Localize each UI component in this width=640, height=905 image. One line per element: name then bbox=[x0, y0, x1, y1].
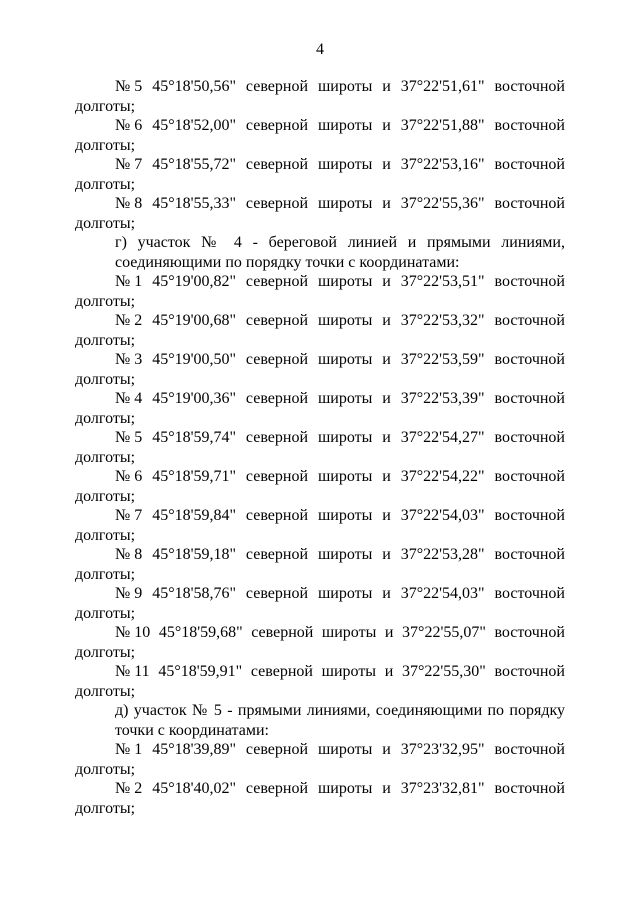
latitude-value: 45°18'59,84" bbox=[152, 507, 236, 524]
coordinate-entry bbox=[75, 740, 565, 779]
longitude-tail: долготы; bbox=[75, 448, 136, 466]
longitude-value: 37°22'51,88" bbox=[400, 117, 485, 134]
longitude-word: восточной bbox=[494, 312, 565, 329]
latitude-value: 45°19'00,82" bbox=[152, 273, 236, 290]
coordinate-line bbox=[75, 194, 565, 214]
latitude-word: северной bbox=[245, 195, 309, 212]
latitude-word-2: широты bbox=[317, 156, 373, 173]
latitude-value: 45°19'00,36" bbox=[152, 390, 236, 407]
latitude-word-2: широты bbox=[317, 507, 373, 524]
longitude-value: 37°22'55,30" bbox=[402, 663, 486, 680]
conjunction: и bbox=[382, 585, 391, 602]
latitude-word-2: широты bbox=[317, 468, 373, 485]
point-number: № 9 bbox=[115, 585, 143, 602]
longitude-tail: долготы; bbox=[75, 604, 136, 622]
latitude-word: северной bbox=[245, 741, 309, 758]
latitude-word-2: широты bbox=[321, 663, 377, 680]
conjunction: и bbox=[382, 195, 391, 212]
point-number: № 2 bbox=[115, 312, 143, 329]
latitude-word-2: широты bbox=[317, 429, 373, 446]
point-number: № 3 bbox=[115, 351, 143, 368]
longitude-value: 37°22'55,07" bbox=[402, 624, 486, 641]
longitude-word: восточной bbox=[494, 468, 565, 485]
coordinate-entry bbox=[75, 779, 565, 818]
latitude-value: 45°18'55,72" bbox=[152, 156, 236, 173]
latitude-value: 45°18'52,00" bbox=[152, 117, 236, 134]
longitude-word: восточной bbox=[494, 195, 565, 212]
document-body bbox=[75, 77, 565, 818]
longitude-value: 37°22'54,27" bbox=[400, 429, 485, 446]
latitude-value: 45°18'59,68" bbox=[158, 624, 243, 641]
latitude-value: 45°18'50,56" bbox=[152, 78, 236, 95]
coordinate-line bbox=[75, 467, 565, 487]
conjunction: и bbox=[382, 78, 391, 95]
point-number: № 5 bbox=[115, 78, 143, 95]
point-number: № 4 bbox=[115, 390, 143, 407]
point-number: № 7 bbox=[115, 507, 143, 524]
latitude-word: северной bbox=[245, 429, 309, 446]
conjunction: и bbox=[384, 663, 394, 680]
latitude-word: северной bbox=[250, 663, 313, 680]
latitude-value: 45°18'40,02" bbox=[152, 780, 236, 797]
latitude-word-2: широты bbox=[317, 117, 373, 134]
longitude-word: восточной bbox=[494, 663, 565, 680]
coordinate-list-section-g bbox=[75, 272, 565, 701]
coordinate-line bbox=[75, 77, 565, 97]
longitude-value: 37°23'32,95" bbox=[400, 741, 485, 758]
conjunction: и bbox=[382, 117, 391, 134]
longitude-word: восточной bbox=[494, 78, 565, 95]
point-number: № 7 bbox=[115, 156, 143, 173]
longitude-tail: долготы; bbox=[75, 565, 136, 583]
coordinate-entry bbox=[75, 506, 565, 545]
section-d-line1: д) участок № 5 - прямыми линиями, соединяющими по порядку bbox=[115, 702, 565, 719]
longitude-word: восточной bbox=[494, 585, 565, 602]
coordinate-line bbox=[75, 584, 565, 604]
longitude-value: 37°22'53,16" bbox=[400, 156, 485, 173]
coordinate-entry bbox=[75, 116, 565, 155]
longitude-value: 37°22'54,03" bbox=[400, 585, 485, 602]
point-number: № 1 bbox=[115, 273, 143, 290]
coordinate-line bbox=[75, 662, 565, 682]
conjunction: и bbox=[382, 156, 391, 173]
longitude-tail: долготы; bbox=[75, 487, 136, 505]
conjunction: и bbox=[382, 390, 391, 407]
longitude-tail: долготы; bbox=[75, 331, 136, 349]
coordinate-entry bbox=[75, 467, 565, 506]
latitude-word: северной bbox=[245, 780, 309, 797]
latitude-word: северной bbox=[245, 117, 309, 134]
coordinate-list-continued bbox=[75, 77, 565, 233]
coordinate-entry bbox=[75, 584, 565, 623]
longitude-tail: долготы; bbox=[75, 136, 136, 154]
coordinate-line bbox=[75, 389, 565, 409]
latitude-word-2: широты bbox=[317, 312, 373, 329]
coordinate-line bbox=[75, 116, 565, 136]
coordinate-line bbox=[75, 428, 565, 448]
longitude-word: восточной bbox=[494, 351, 565, 368]
section-d-line2: точки с координатами: bbox=[115, 721, 269, 739]
longitude-word: восточной bbox=[494, 273, 565, 290]
longitude-value: 37°22'51,61" bbox=[400, 78, 485, 95]
latitude-value: 45°19'00,68" bbox=[152, 312, 236, 329]
coordinate-entry bbox=[75, 194, 565, 233]
longitude-tail: долготы; bbox=[75, 409, 136, 427]
coordinate-entry bbox=[75, 428, 565, 467]
latitude-word-2: широты bbox=[317, 195, 373, 212]
point-number: № 5 bbox=[115, 429, 143, 446]
longitude-word: восточной bbox=[494, 429, 565, 446]
latitude-word: северной bbox=[245, 351, 309, 368]
longitude-word: восточной bbox=[494, 624, 565, 641]
longitude-value: 37°22'54,03" bbox=[400, 507, 485, 524]
latitude-value: 45°18'39,89" bbox=[152, 741, 236, 758]
longitude-tail: долготы; bbox=[75, 214, 136, 232]
coordinate-line bbox=[75, 311, 565, 331]
longitude-value: 37°22'55,36" bbox=[400, 195, 485, 212]
latitude-word: северной bbox=[245, 390, 309, 407]
longitude-value: 37°23'32,81" bbox=[400, 780, 485, 797]
longitude-tail: долготы; bbox=[75, 97, 136, 115]
longitude-word: восточной bbox=[494, 390, 565, 407]
section-g-line1: г) участок № 4 - береговой линией и прямыми линиями, bbox=[115, 234, 565, 251]
latitude-value: 45°19'00,50" bbox=[152, 351, 236, 368]
longitude-word: восточной bbox=[494, 741, 565, 758]
conjunction: и bbox=[382, 312, 391, 329]
point-number: № 11 bbox=[115, 663, 150, 680]
point-number: № 10 bbox=[115, 624, 151, 641]
coordinate-entry bbox=[75, 389, 565, 428]
latitude-value: 45°18'59,74" bbox=[152, 429, 236, 446]
longitude-tail: долготы; bbox=[75, 526, 136, 544]
latitude-word-2: широты bbox=[317, 585, 373, 602]
longitude-value: 37°22'53,39" bbox=[400, 390, 485, 407]
latitude-word-2: широты bbox=[317, 741, 373, 758]
longitude-value: 37°22'53,28" bbox=[400, 546, 485, 563]
page-number: 4 bbox=[316, 41, 324, 58]
longitude-tail: долготы; bbox=[75, 292, 136, 310]
latitude-word-2: широты bbox=[317, 390, 373, 407]
coordinate-entry bbox=[75, 311, 565, 350]
longitude-word: восточной bbox=[494, 546, 565, 563]
latitude-value: 45°18'59,71" bbox=[152, 468, 236, 485]
section-g-line2: соединяющими по порядку точки с координатами: bbox=[115, 253, 460, 271]
coordinate-line bbox=[75, 779, 565, 799]
point-number: № 6 bbox=[115, 117, 143, 134]
longitude-tail: долготы; bbox=[75, 799, 136, 817]
coordinate-entry bbox=[75, 545, 565, 584]
coordinate-line bbox=[75, 272, 565, 292]
coordinate-line bbox=[75, 740, 565, 760]
latitude-word: северной bbox=[245, 273, 309, 290]
coordinate-entry bbox=[75, 623, 565, 662]
coordinate-entry bbox=[75, 662, 565, 701]
point-number: № 8 bbox=[115, 546, 143, 563]
conjunction: и bbox=[384, 624, 394, 641]
point-number: № 1 bbox=[115, 741, 143, 758]
longitude-value: 37°22'53,32" bbox=[400, 312, 485, 329]
coordinate-line bbox=[75, 155, 565, 175]
latitude-value: 45°18'58,76" bbox=[152, 585, 236, 602]
latitude-word: северной bbox=[245, 78, 309, 95]
coordinate-entry bbox=[75, 77, 565, 116]
latitude-word-2: широты bbox=[317, 780, 373, 797]
longitude-tail: долготы; bbox=[75, 682, 136, 700]
latitude-word: северной bbox=[245, 468, 309, 485]
conjunction: и bbox=[382, 507, 391, 524]
longitude-word: восточной bbox=[494, 156, 565, 173]
longitude-tail: долготы; bbox=[75, 175, 136, 193]
latitude-word: северной bbox=[251, 624, 314, 641]
coordinate-entry bbox=[75, 350, 565, 389]
section-g-heading bbox=[75, 233, 565, 272]
conjunction: и bbox=[382, 741, 391, 758]
latitude-value: 45°18'55,33" bbox=[152, 195, 236, 212]
coordinate-line bbox=[75, 545, 565, 565]
longitude-word: восточной bbox=[494, 780, 565, 797]
point-number: № 2 bbox=[115, 780, 143, 797]
conjunction: и bbox=[382, 273, 391, 290]
latitude-word: северной bbox=[245, 156, 309, 173]
latitude-word: северной bbox=[245, 312, 309, 329]
longitude-word: восточной bbox=[494, 117, 565, 134]
conjunction: и bbox=[382, 429, 391, 446]
latitude-word-2: широты bbox=[317, 546, 373, 563]
latitude-value: 45°18'59,18" bbox=[152, 546, 236, 563]
conjunction: и bbox=[382, 468, 391, 485]
latitude-word-2: широты bbox=[317, 351, 373, 368]
longitude-word: восточной bbox=[494, 507, 565, 524]
longitude-value: 37°22'53,59" bbox=[400, 351, 485, 368]
latitude-word-2: широты bbox=[321, 624, 377, 641]
coordinate-line bbox=[75, 506, 565, 526]
longitude-tail: долготы; bbox=[75, 643, 136, 661]
coordinate-list-section-d bbox=[75, 740, 565, 818]
coordinate-entry bbox=[75, 272, 565, 311]
latitude-word: северной bbox=[245, 546, 309, 563]
longitude-tail: долготы; bbox=[75, 370, 136, 388]
latitude-value: 45°18'59,91" bbox=[158, 663, 243, 680]
longitude-value: 37°22'53,51" bbox=[400, 273, 485, 290]
conjunction: и bbox=[382, 546, 391, 563]
conjunction: и bbox=[382, 351, 391, 368]
longitude-tail: долготы; bbox=[75, 760, 136, 778]
point-number: № 8 bbox=[115, 195, 143, 212]
coordinate-entry bbox=[75, 155, 565, 194]
coordinate-line bbox=[75, 623, 565, 643]
point-number: № 6 bbox=[115, 468, 143, 485]
section-d-heading bbox=[75, 701, 565, 740]
coordinate-line bbox=[75, 350, 565, 370]
latitude-word-2: широты bbox=[317, 78, 373, 95]
latitude-word: северной bbox=[245, 585, 309, 602]
conjunction: и bbox=[382, 780, 391, 797]
longitude-value: 37°22'54,22" bbox=[400, 468, 485, 485]
latitude-word: северной bbox=[245, 507, 309, 524]
latitude-word-2: широты bbox=[317, 273, 373, 290]
